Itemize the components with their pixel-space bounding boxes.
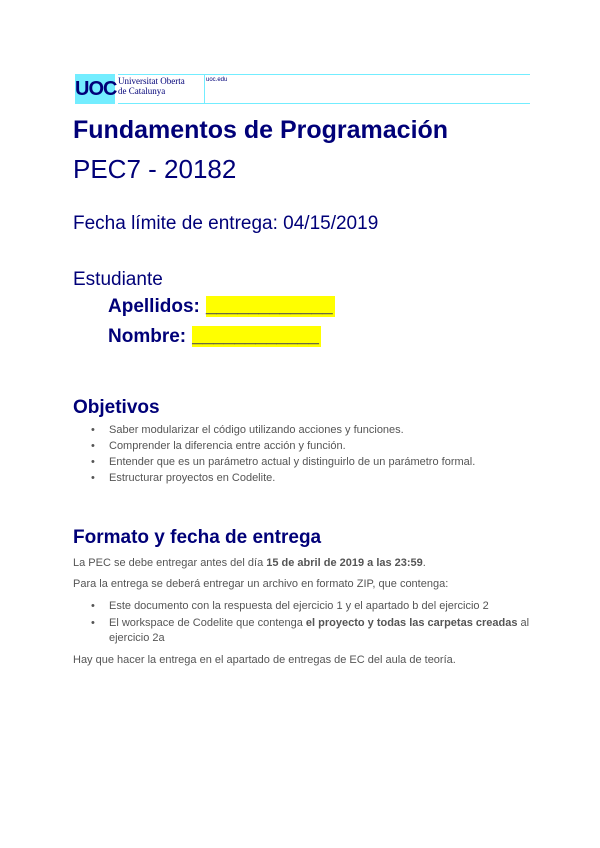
document-title: Fundamentos de Programación <box>73 116 449 144</box>
item2-post: al ejercicio 2a <box>109 617 530 644</box>
nombre-blank[interactable]: ____________ <box>192 326 319 347</box>
header-bottom-rule <box>118 103 530 104</box>
list-item: • Comprender la diferencia entre acción y función. <box>91 438 531 454</box>
list-item: • Saber modularizar el código utilizando acciones y funciones. <box>91 422 531 438</box>
objetivos-list <box>91 422 531 486</box>
apellidos-blank[interactable]: ____________ <box>205 296 333 317</box>
document-subtitle: PEC7 - 20182 <box>73 154 237 184</box>
deadline-text: Fecha límite de entrega: 04/15/2019 <box>73 213 379 234</box>
nombre-field[interactable] <box>108 326 321 348</box>
formato-heading: Formato y fecha de entrega <box>73 527 322 548</box>
list-item <box>91 616 531 646</box>
list-item: • Entender que es un parámetro actual y distinguirlo de un parámetro formal. <box>91 454 531 470</box>
delivery-contents-list <box>91 599 531 648</box>
objetivos-heading: Objetivos <box>73 397 160 418</box>
university-name <box>118 76 185 96</box>
list-item: • Este documento con la respuesta del ejercicio 1 y el apartado b del ejercicio 2 <box>91 599 531 614</box>
delivery-date-post: . <box>422 557 426 569</box>
university-name-line1: Universitat Oberta <box>118 76 185 86</box>
student-heading: Estudiante <box>73 269 163 290</box>
header-top-rule <box>118 74 530 75</box>
item2-bold: el proyecto y todas las carpetas creadas <box>305 617 518 629</box>
delivery-date-pre: La PEC se debe entregar antes del día <box>73 557 267 569</box>
delivery-format-paragraph: Para la entrega se deberá entregar un archivo en formato ZIP, que contenga: <box>73 578 449 590</box>
delivery-date-bold: 15 de abril de 2019 a las 23:59 <box>266 557 423 569</box>
item2-pre: El workspace de Codelite que contenga <box>109 617 306 629</box>
list-item: • Estructurar proyectos en Codelite. <box>91 470 531 486</box>
header-divider <box>204 74 205 104</box>
delivery-date-paragraph <box>73 557 426 569</box>
uoc-logo: UOC <box>75 74 115 104</box>
delivery-location-paragraph: Hay que hacer la entrega en el apartado de entregas de EC del aula de teoría. <box>73 654 456 666</box>
university-name-line2: de Catalunya <box>118 86 166 96</box>
apellidos-label: Apellidos: <box>108 296 200 317</box>
uoc-header <box>75 72 530 106</box>
apellidos-field[interactable] <box>108 296 335 318</box>
nombre-label: Nombre: <box>108 326 187 347</box>
university-website: uoc.edu <box>206 77 228 83</box>
